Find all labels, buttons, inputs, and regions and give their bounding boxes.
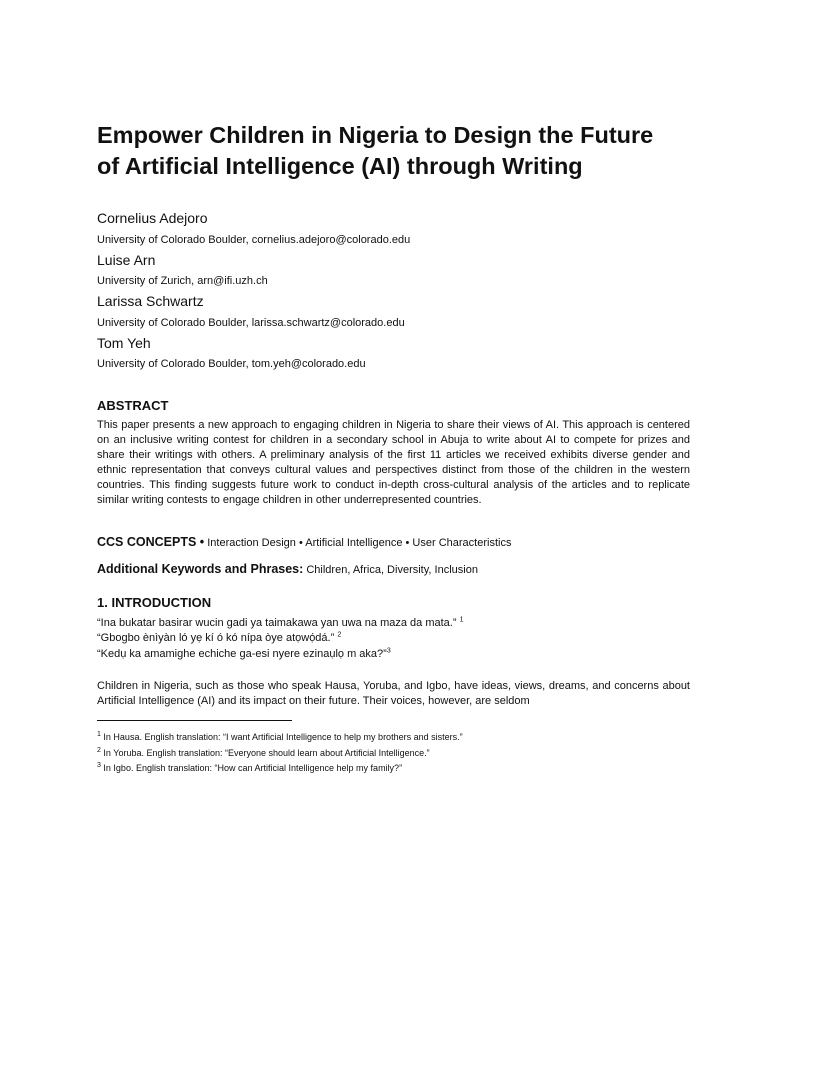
author-affiliation: University of Zurich, arn@ifi.uzh.ch [97,275,268,287]
footnote-ref[interactable]: 2 [337,631,342,639]
author-affiliation: University of Colorado Boulder, larissa.schwartz@colorado.edu [97,317,405,329]
quote-igbo [97,648,391,661]
author-name: Cornelius Adejoro [97,210,208,226]
quote-hausa [97,617,463,630]
footnote [97,763,402,774]
footnote [97,732,463,743]
footnote-number: 1 [97,731,101,738]
footnote-ref[interactable]: 3 [386,647,391,655]
abstract-text: This paper presents a new approach to engaging children in Nigeria to share their views of AI. This approach is centered on an inclusive writing contest for children in a secondary school in Abuja to write about AI to compete for prizes and share their writings with others. A preliminary analysis of the first 11 articles we received exhibits diverse gender and ethnic representation that conveys cultural values and perspectives distinct from those of the children in the western countries. This finding suggests future work to conduct in-depth cross-cultural analysis of the articles and to replicate similar writing contests to engage children in other underrepresented countries. [97,419,690,507]
author-name: Luise Arn [97,252,156,268]
author-name: Tom Yeh [97,335,151,351]
title-line-2: of Artificial Intelligence (AI) through Writing [97,153,583,179]
author-affiliation: University of Colorado Boulder, tom.yeh@colorado.edu [97,358,366,370]
author-affiliation: University of Colorado Boulder, cornelius.adejoro@colorado.edu [97,234,411,246]
author-name: Larissa Schwartz [97,293,204,309]
abstract-heading: ABSTRACT [97,398,169,413]
quote-text: “Ina bukatar basirar wucin gadi ya taimakawa yan uwa na maza da mata.” [97,617,460,629]
quote-text: “Gbogbo ènìyàn ló yẹ kí ó kó nípa òye atọwọ́dá.” [97,632,338,644]
title-line-1: Empower Children in Nigeria to Design the Future [97,122,654,148]
quote-yoruba [97,632,341,645]
paper-title [97,120,697,182]
footnote-text: In Hausa. English translation: “I want Artificial Intelligence to help my brothers and sisters.” [103,732,463,742]
introduction-paragraph: Children in Nigeria, such as those who speak Hausa, Yoruba, and Igbo, have ideas, views, dreams, and concerns about Artificial Intelligence (AI) and its impact on their future. Their voices, however, are seldom [97,680,690,708]
keywords-label: Additional Keywords and Phrases: [97,562,304,576]
footnote-number: 3 [97,762,101,769]
ccs-text: Interaction Design • Artificial Intelligence • User Characteristics [207,537,512,549]
ccs-concepts [97,535,511,550]
footnote [97,748,430,759]
footnote-text: In Igbo. English translation: “How can Artificial Intelligence help my family?” [103,763,403,773]
footnote-text: In Yoruba. English translation: “Everyone should learn about Artificial Intelligence.” [103,748,430,758]
keywords [97,562,478,577]
footnote-ref[interactable]: 1 [459,616,464,624]
quote-text: “Kedụ ka amamighe echiche ga-esi nyere ezinaụlọ m aka?” [97,648,387,660]
ccs-label: CCS CONCEPTS • [97,535,205,549]
footnote-number: 2 [97,747,101,754]
introduction-heading: 1. INTRODUCTION [97,595,212,610]
keywords-text: Children, Africa, Diversity, Inclusion [306,564,478,576]
footnote-divider [97,720,292,721]
